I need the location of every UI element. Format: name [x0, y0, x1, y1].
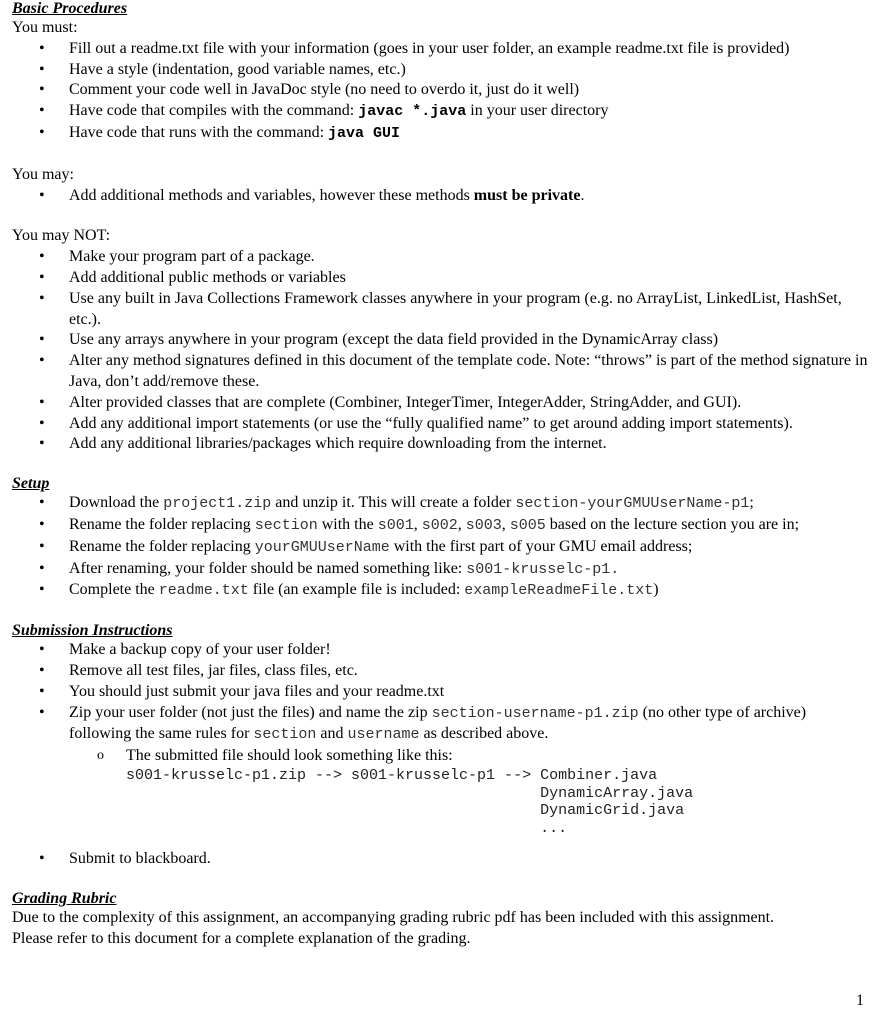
must-list [12, 39, 872, 145]
list-item: • Remove all test files, jar files, class files, etc. [12, 661, 872, 682]
list-item: • Add any additional import statements (or use the “fully qualified name” to get around adding import statements). [12, 414, 872, 435]
may-list [12, 186, 872, 207]
you-must-label: You must: [12, 19, 78, 36]
grading-text: Please refer to this document for a complete explanation of the grading. [12, 929, 471, 947]
list-item: • After renaming, your folder should be named something like: s001-krusselc-p1. [12, 559, 872, 581]
list-item: • Fill out a readme.txt file with your information (goes in your user folder, an example readme.txt file is provided) [12, 39, 872, 60]
document-page [12, 0, 872, 950]
list-item: • Make a backup copy of your user folder! [12, 640, 872, 661]
list-item: • Zip your user folder (not just the files) and name the zip section-username-p1.zip (no other type of archive) following the same rules for section and username as described above. o The submitted file should look something like this: s001-krusselc-p1.zip --> s001-krusselc-p1 --> Combiner.java DynamicArray.java DynamicGrid.java ... [12, 703, 872, 838]
list-item: • Submit to blackboard. [12, 849, 872, 870]
list-item: • Alter any method signatures defined in this document of the template code. Note: “throws” is part of the method signature in Java, don’t add/remove these. [12, 351, 872, 393]
sub-list [12, 746, 872, 837]
page-number: 1 [856, 992, 864, 1009]
code-block: s001-krusselc-p1.zip --> s001-krusselc-p1 --> Combiner.java DynamicArray.java DynamicGrid.java ... [126, 766, 694, 837]
list-item: • Use any arrays anywhere in your program (except the data field provided in the DynamicArray class) [12, 330, 872, 351]
list-item: • Add additional public methods or variables [12, 268, 872, 289]
list-item: • Download the project1.zip and unzip it. This will create a folder section-yourGMUUserName-p1; [12, 493, 872, 515]
list-item: • Comment your code well in JavaDoc style (no need to overdo it, just do it well) [12, 80, 872, 101]
compile-command: javac *.java [358, 103, 467, 121]
setup-heading: Setup [12, 475, 50, 493]
submission-heading: Submission Instructions [12, 622, 173, 640]
may-not-list [12, 247, 872, 455]
list-item: • Add additional methods and variables, however these methods must be private. [12, 186, 872, 207]
list-item: • Have a style (indentation, good variable names, etc.) [12, 60, 872, 81]
list-item: • Alter provided classes that are complete (Combiner, IntegerTimer, IntegerAdder, StringAdder, and GUI). [12, 393, 872, 414]
list-item: • Make your program part of a package. [12, 247, 872, 268]
sub-list-item: o The submitted file should look something like this: s001-krusselc-p1.zip --> s001-krusselc-p1 --> Combiner.java DynamicArray.java DynamicGrid.java ... [12, 746, 872, 837]
you-may-not-label: You may NOT: [12, 227, 111, 245]
list-item: • Have code that compiles with the command: javac *.java in your user directory [12, 101, 872, 123]
setup-list [12, 493, 872, 602]
list-item: • Rename the folder replacing yourGMUUserName with the first part of your GMU email address; [12, 537, 872, 559]
list-item: • Rename the folder replacing section with the s001, s002, s003, s005 based on the lecture section you are in; [12, 515, 872, 537]
submission-list [12, 640, 872, 870]
list-item: • Complete the readme.txt file (an example file is included: exampleReadmeFile.txt) [12, 580, 872, 602]
list-item: • You should just submit your java files and your readme.txt [12, 682, 872, 703]
basic-procedures-heading: Basic Procedures [12, 0, 128, 17]
list-item: • Use any built in Java Collections Framework classes anywhere in your program (e.g. no ArrayList, LinkedList, HashSet, etc.). [12, 289, 872, 331]
grading-heading: Grading Rubric [12, 890, 117, 908]
grading-text: Due to the complexity of this assignment, an accompanying grading rubric pdf has been included with this assignment. [12, 909, 775, 927]
you-may-label: You may: [12, 165, 74, 183]
list-item: • Add any additional libraries/packages which require downloading from the internet. [12, 434, 872, 455]
list-item: • Have code that runs with the command: java GUI [12, 123, 872, 145]
run-command: java GUI [328, 124, 401, 142]
